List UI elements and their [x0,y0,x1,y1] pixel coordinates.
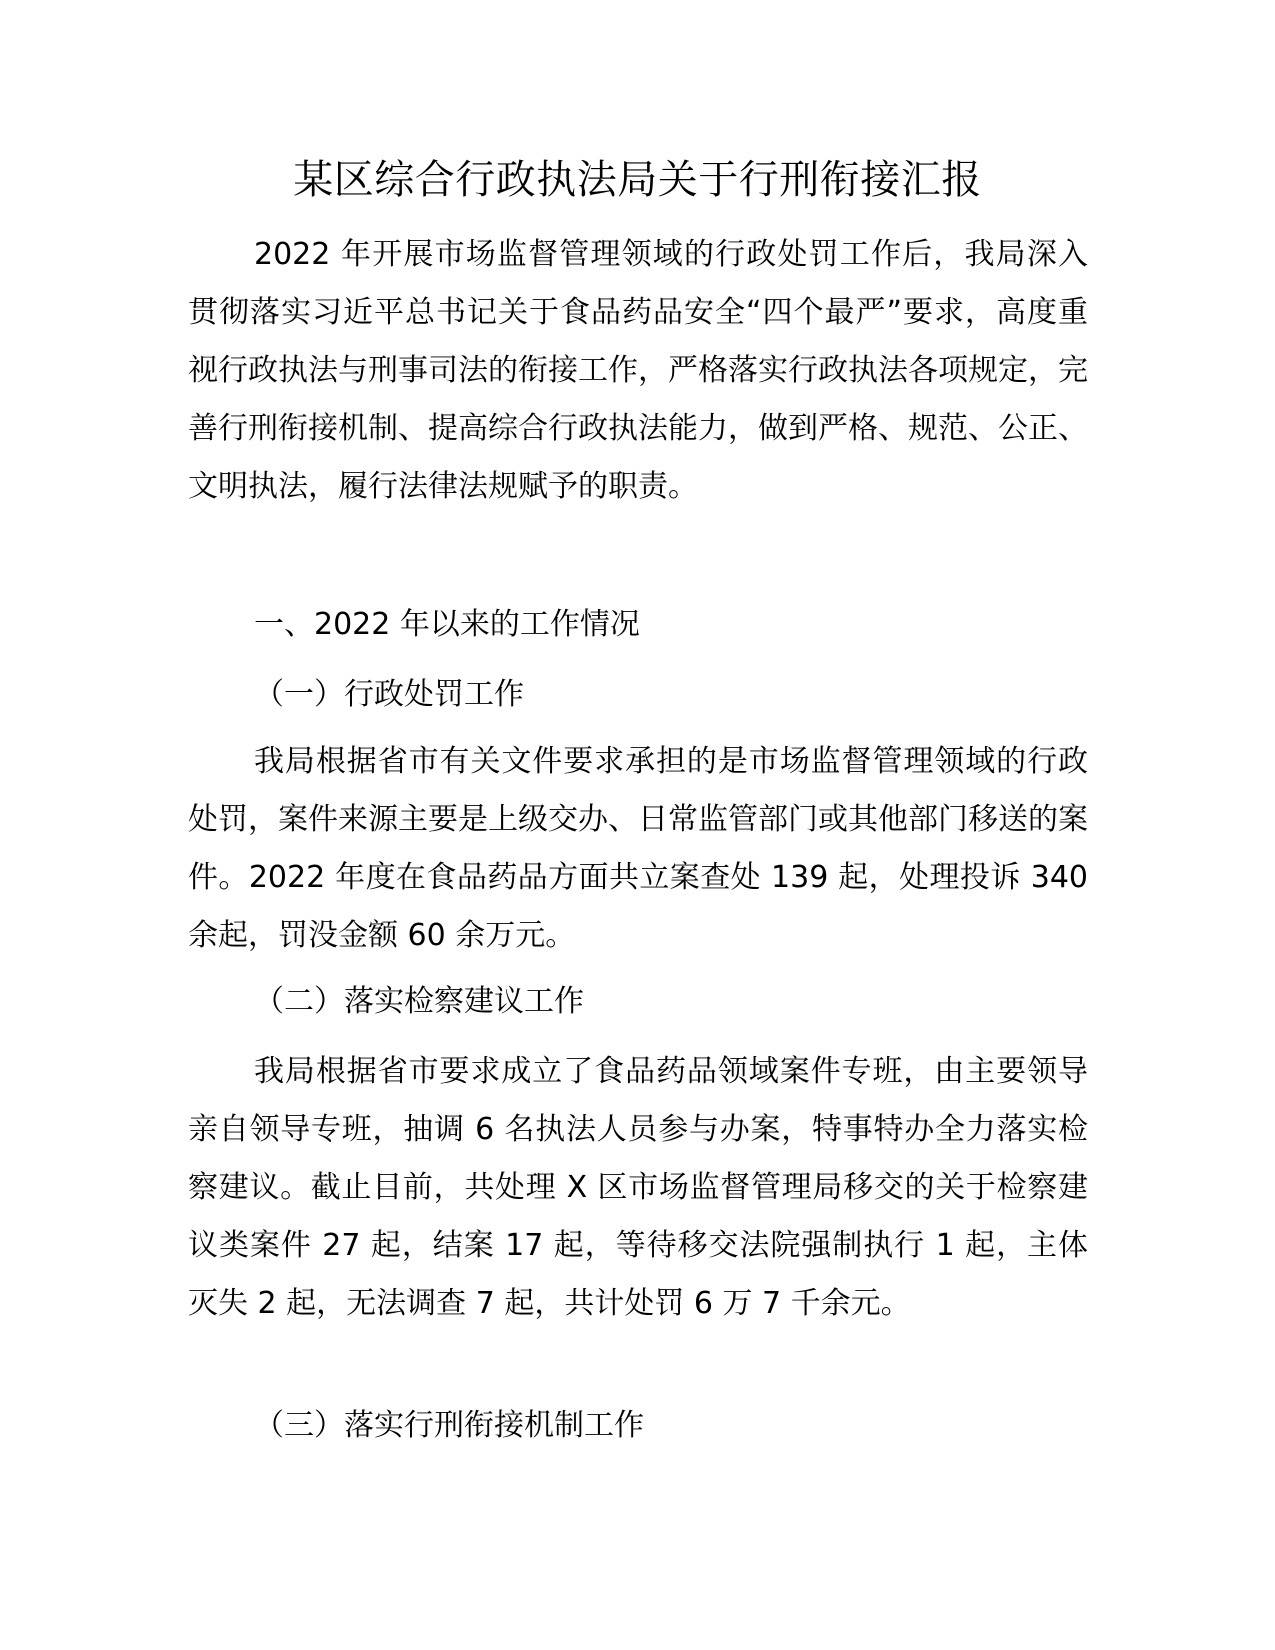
subsection-heading-mechanism: （三）落实行刑衔接机制工作 [254,1408,644,1443]
procuratorial-paragraph: 我局根据省市要求成立了食品药品领域案件专班，由主要领导亲自领导专班，抽调 6 名执法人员参与办案，特事特办全力落实检察建议。截止目前，共处理 X 区市场监督管理局移交的关于检察建议类案件 27 起，结案 17 起，等待移交法院强制执行 1 起，主体灭失 2 起，无法调查 7 起，共计处罚 6 万 7 千余元。 [188,1054,1088,1321]
subsection-heading-punishment: （一）行政处罚工作 [254,677,524,712]
document-title: 某区综合行政执法局关于行刑衔接汇报 [293,157,982,203]
intro-paragraph: 2022 年开展市场监督管理领域的行政处罚工作后，我局深入贯彻落实习近平总书记关于食品药品安全“四个最严”要求，高度重视行政执法与刑事司法的衔接工作，严格落实行政执法各项规定，完善行刑衔接机制、提高综合行政执法能力，做到严格、规范、公正、文明执法，履行法律法规赋予的职责。 [188,237,1088,504]
section-heading-one: 一、2022 年以来的工作情况 [254,607,640,642]
subsection-heading-procuratorial: （二）落实检察建议工作 [254,984,584,1019]
punishment-paragraph: 我局根据省市有关文件要求承担的是市场监督管理领域的行政处罚，案件来源主要是上级交办、日常监管部门或其他部门移送的案件。2022 年度在食品药品方面共立案查处 139 起，处理投诉 340 余起，罚没金额 60 余万元。 [188,744,1088,953]
